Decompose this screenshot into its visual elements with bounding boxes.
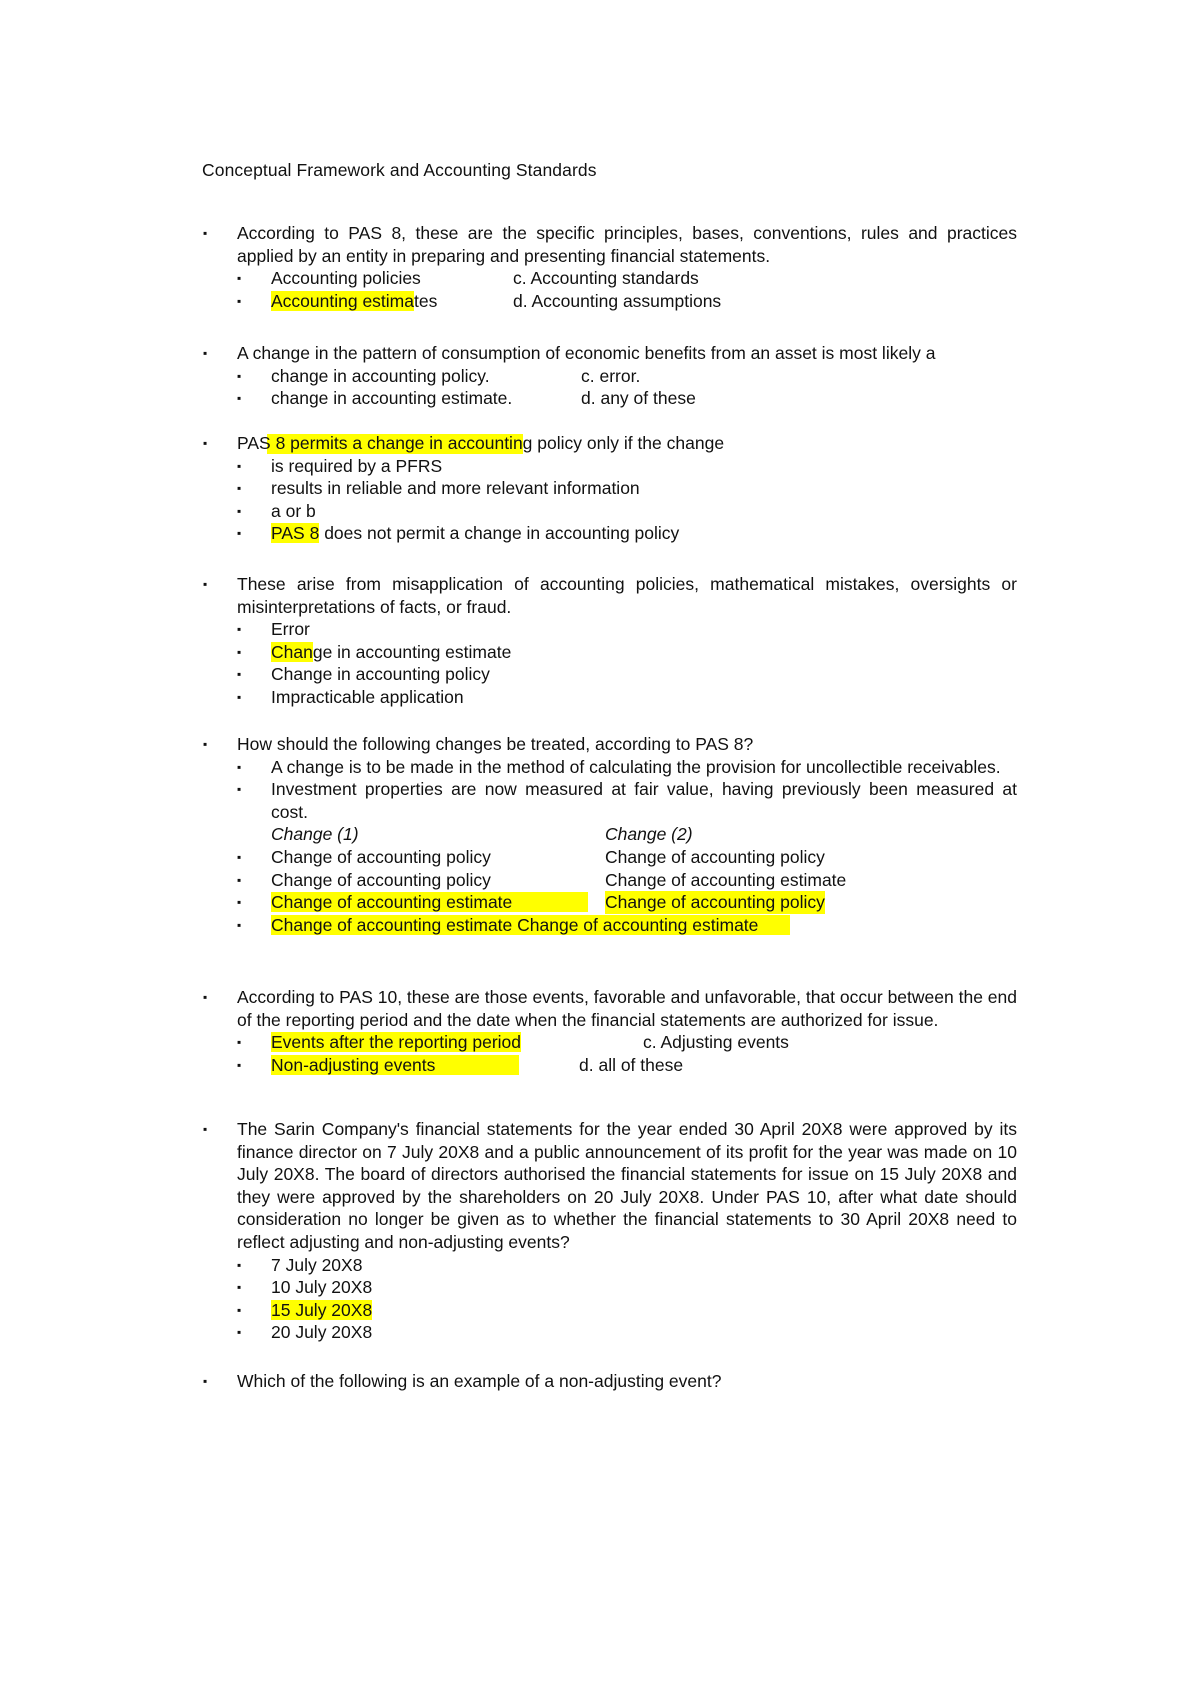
question-text: The Sarin Company's financial statements for the year ended 30 April 20X8 were approved by its finance director on 7 July 20X8 and a public announcement of its profit for the year was made on 10 July 20X8. The board of directors authorised the financial statements for issue on 15 July 20X8 and they were approved by the shareholders on 20 July 20X8. Under PAS 10, after what date should consideration no longer be given as to whether the financial statements to 30 April 20X8 need to reflect adjusting and non-adjusting events? [237,1119,1017,1252]
option-text: 7 July 20X8 [271,1254,363,1275]
question-7 [203,1118,1017,1344]
option-c [237,500,1017,523]
option-d [237,914,1017,937]
bullet-icon: ▪ [237,917,242,932]
option-text: Error [271,619,310,640]
document-title: Conceptual Framework and Accounting Standards [202,160,597,180]
options [237,1031,1017,1076]
option-text: tes [414,290,438,311]
option-b [237,290,1017,313]
option-a [237,618,1017,641]
options [237,365,1017,410]
option-b [237,869,1017,892]
highlight: Accounting estima [271,290,414,311]
highlight: PAS 8 [271,523,320,544]
option-text: change in accounting policy. [271,365,490,386]
question-text: According to PAS 10, these are those events, favorable and unfavorable, that occur between the end of the reporting period and the date when the financial statements are authorized for issue. [237,987,1017,1030]
option-text: results in reliable and more relevant information [271,478,640,499]
option-text: Accounting policies [271,268,421,289]
bullet-icon: ▪ [237,503,242,518]
bullet-icon: ▪ [237,1280,242,1295]
column-header-2: Change (2) [605,824,693,845]
highlight: Change of accounting policy [605,892,825,913]
option-d: d. all of these [579,1054,684,1075]
bullet-icon: ▪ [203,346,208,360]
question-text: PAS 8 permits a change in accounting policy only if the change [237,433,725,453]
options [237,756,1017,937]
bullet-icon: ▪ [237,1057,242,1072]
bullet-icon: ▪ [237,368,242,383]
bullet-icon: ▪ [237,526,242,541]
bullet-icon: ▪ [203,1122,208,1136]
option-b [237,477,1017,500]
option-text: change in accounting estimate. [271,388,513,409]
bullet-icon: ▪ [237,458,242,473]
column-headers [237,823,1017,846]
question-text: These arise from misapplication of accounting policies, mathematical mistakes, oversights or misinterpretations of facts, or fraud. [237,574,1017,617]
option-d [237,1321,1017,1344]
highlight: 15 July 20X8 [271,1299,373,1320]
question-3 [203,432,1017,545]
option-b [237,1276,1017,1299]
bullet-icon: ▪ [203,1374,208,1388]
option-text: does not permit a change in accounting policy [319,523,680,544]
option-text: Change of accounting estimate [605,869,847,890]
option-a [237,1254,1017,1277]
sub-item-2 [237,778,1017,823]
highlight: Change of accounting estimate [271,892,588,912]
bullet-icon: ▪ [237,849,242,864]
options [237,1254,1017,1344]
option-b [237,387,1017,410]
question-text: How should the following changes be treated, according to PAS 8? [237,734,754,754]
options [237,618,1017,708]
question-8 [203,1370,1017,1393]
bullet-icon: ▪ [237,1035,242,1050]
bullet-icon: ▪ [237,1302,242,1317]
option-c [237,1299,1017,1322]
option-c: c. Adjusting events [643,1032,789,1053]
option-c: c. Accounting standards [513,268,699,289]
option-a [237,846,1017,869]
highlight: Events after the reporting period [271,1032,522,1053]
question-text: According to PAS 8, these are the specific principles, bases, conventions, rules and practices applied by an entity in preparing and presenting financial statements. [237,223,1017,266]
bullet-icon: ▪ [237,667,242,682]
sub-item-1 [237,756,1017,779]
option-text: Change of accounting policy [271,846,491,867]
option-text: 20 July 20X8 [271,1322,373,1343]
bullet-icon: ▪ [237,759,242,774]
sub-item-text: Investment properties are now measured at fair value, having previously been measured at cost. [271,779,1017,822]
bullet-icon: ▪ [237,271,242,286]
option-d: d. any of these [581,388,696,409]
question-4 [203,573,1017,709]
bullet-icon: ▪ [237,622,242,637]
highlight: Change of accounting estimate Change of accounting estimate [271,915,790,935]
bullet-icon: ▪ [237,1325,242,1340]
question-6 [203,986,1017,1076]
question-5 [203,733,1017,936]
option-text: is required by a PFRS [271,455,443,476]
option-text: 10 July 20X8 [271,1277,373,1298]
option-d: d. Accounting assumptions [513,290,722,311]
bullet-icon: ▪ [203,226,208,240]
question-1 [203,222,1017,312]
bullet-icon: ▪ [237,391,242,406]
highlight: Chan [271,641,313,662]
option-c: c. error. [581,365,641,386]
option-a [237,455,1017,478]
sub-item-text: A change is to be made in the method of calculating the provision for uncollectible receivables. [271,756,1001,777]
bullet-icon: ▪ [237,481,242,496]
bullet-icon: ▪ [203,436,208,450]
bullet-icon: ▪ [203,737,208,751]
option-a [237,267,1017,290]
question-text: Which of the following is an example of a non-adjusting event? [237,1371,722,1391]
option-c [237,891,1017,914]
option-b [237,1054,1017,1077]
options [237,267,1017,312]
column-header-1: Change (1) [271,824,359,845]
option-d [237,522,1017,545]
question-2 [203,342,1017,410]
option-a [237,1031,1017,1054]
bullet-icon: ▪ [237,293,242,308]
option-a [237,365,1017,388]
bullet-icon: ▪ [203,577,208,591]
option-c [237,663,1017,686]
option-text: Change of accounting policy [605,846,825,867]
bullet-icon: ▪ [237,689,242,704]
highlight: Non-adjusting events [271,1055,519,1075]
option-text: Change of accounting policy [271,869,491,890]
option-text: a or b [271,500,316,521]
bullet-icon: ▪ [237,1257,242,1272]
option-d [237,686,1017,709]
bullet-icon: ▪ [203,990,208,1004]
option-text: Impracticable application [271,686,464,707]
bullet-icon: ▪ [237,782,242,797]
question-text: A change in the pattern of consumption of economic benefits from an asset is most likely a [237,343,936,363]
bullet-icon: ▪ [237,872,242,887]
option-text: Change in accounting policy [271,664,490,685]
option-b [237,641,1017,664]
bullet-icon: ▪ [237,644,242,659]
bullet-icon: ▪ [237,895,242,910]
option-text: ge in accounting estimate [312,641,512,662]
options [237,455,1017,545]
